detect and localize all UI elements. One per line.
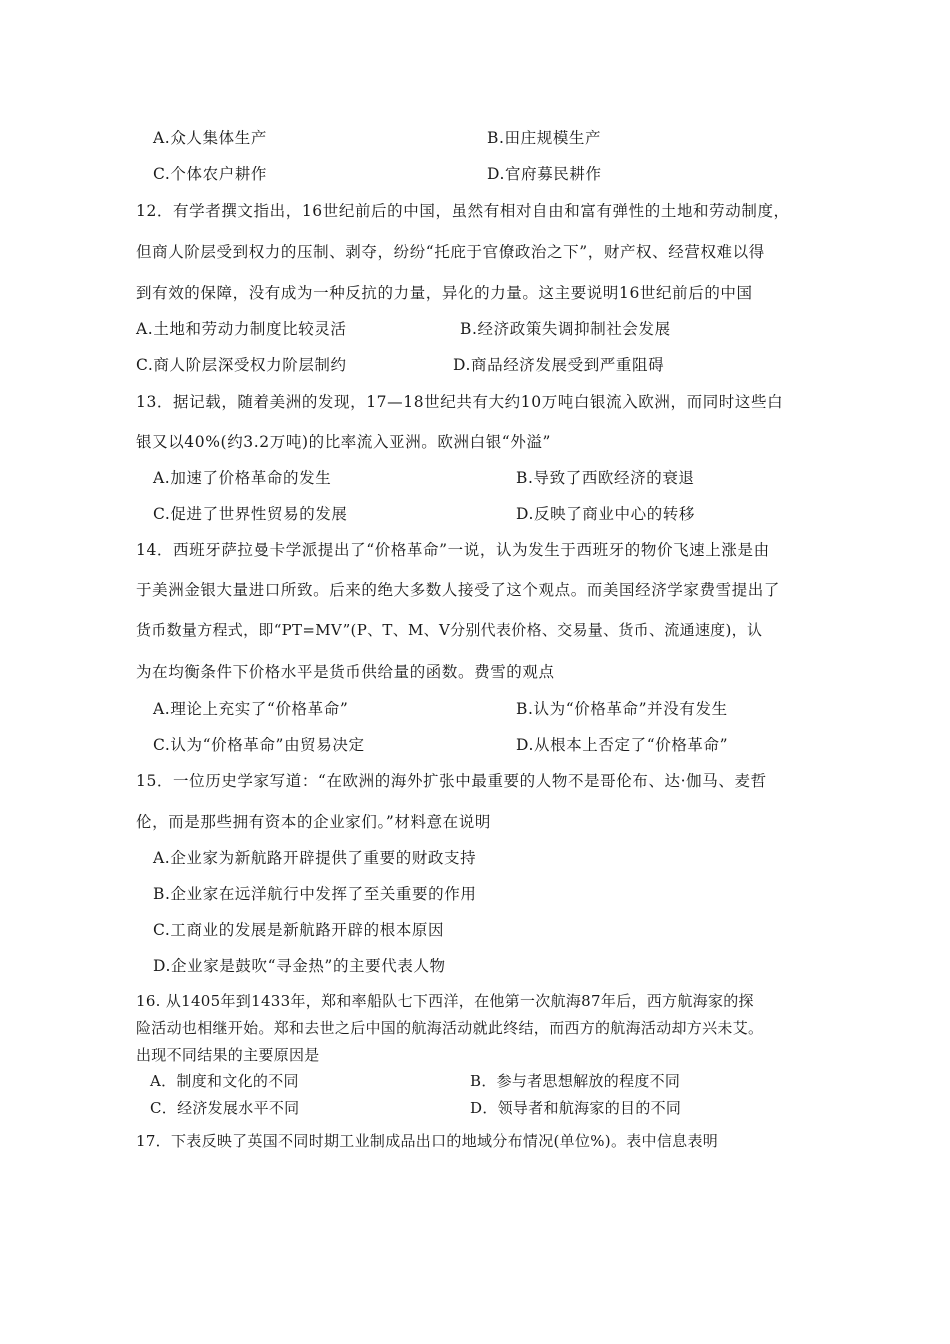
q14-stem-line-4: 为在均衡条件下价格水平是货币供给量的函数。费雪的观点 [136, 663, 555, 681]
q11-option-c: C.个体农户耕作 [153, 165, 268, 183]
q14-option-c: C.认为“价格革命”由贸易决定 [153, 736, 365, 754]
q12-option-c: C.商人阶层深受权力阶层制约 [136, 356, 347, 374]
q11-option-b: B.田庄规模生产 [487, 129, 602, 147]
q15-option-d: D.企业家是鼓吹“寻金热”的主要代表人物 [153, 957, 446, 975]
q16-option-c: C．经济发展水平不同 [150, 1099, 300, 1117]
q15-stem-line-2: 伦，而是那些拥有资本的企业家们。”材料意在说明 [136, 813, 491, 831]
q12-option-a: A.土地和劳动力制度比较灵活 [136, 320, 347, 338]
q13-stem-line-2: 银又以40%(约3.2万吨)的比率流入亚洲。欧洲白银“外溢” [136, 433, 552, 451]
q14-option-a: A.理论上充实了“价格革命” [153, 700, 349, 718]
q17-stem-line-1: 17．下表反映了英国不同时期工业制成品出口的地域分布情况(单位%)。表中信息表明 [136, 1132, 719, 1150]
q13-option-b: B.导致了西欧经济的衰退 [516, 469, 695, 487]
q16-stem-line-3: 出现不同结果的主要原因是 [136, 1046, 320, 1064]
q13-stem-line-1: 13．据记载，随着美洲的发现，17—18世纪共有大约10万吨白银流入欧洲，而同时这些白 [136, 393, 784, 411]
q16-stem-line-1: 16. 从1405年到1433年，郑和率船队七下西洋，在他第一次航海87年后，西方航海家的探 [136, 992, 754, 1010]
q14-stem-line-3: 货币数量方程式，即“PT=MV”(P、T、M、V分别代表价格、交易量、货币、流通速度)，认 [136, 621, 763, 639]
q14-stem-line-1: 14．西班牙萨拉曼卡学派提出了“价格革命”一说，认为发生于西班牙的物价飞速上涨是由 [136, 541, 770, 559]
q15-option-a: A.企业家为新航路开辟提供了重要的财政支持 [153, 849, 477, 867]
q13-option-d: D.反映了商业中心的转移 [516, 505, 696, 523]
q12-stem-line-2: 但商人阶层受到权力的压制、剥夺，纷纷“托庇于官僚政治之下”，财产权、经营权难以得 [136, 243, 765, 261]
q15-stem-line-1: 15．一位历史学家写道：“在欧洲的海外扩张中最重要的人物不是哥伦布、达·伽马、麦哲 [136, 772, 767, 790]
q16-option-a: A．制度和文化的不同 [150, 1072, 299, 1090]
q13-option-a: A.加速了价格革命的发生 [153, 469, 332, 487]
q14-stem-line-2: 于美洲金银大量进口所致。后来的绝大多数人接受了这个观点。而美国经济学家费雪提出了 [136, 581, 781, 599]
q11-option-d: D.官府募民耕作 [487, 165, 602, 183]
q12-option-d: D.商品经济发展受到严重阻碍 [453, 356, 665, 374]
q16-option-d: D．领导者和航海家的目的不同 [470, 1099, 682, 1117]
q11-option-a: A.众人集体生产 [153, 129, 267, 147]
q15-option-c: C.工商业的发展是新航路开辟的根本原因 [153, 921, 445, 939]
q15-option-b: B.企业家在远洋航行中发挥了至关重要的作用 [153, 885, 477, 903]
q13-option-c: C.促进了世界性贸易的发展 [153, 505, 348, 523]
q16-stem-line-2: 险活动也相继开始。郑和去世之后中国的航海活动就此终结，而西方的航海活动却方兴未艾。 [136, 1019, 764, 1037]
q16-option-b: B．参与者思想解放的程度不同 [470, 1072, 681, 1090]
q12-stem-line-1: 12．有学者撰文指出，16世纪前后的中国，虽然有相对自由和富有弹性的土地和劳动制度， [136, 202, 790, 220]
q14-option-d: D.从根本上否定了“价格革命” [516, 736, 729, 754]
q14-option-b: B.认为“价格革命”并没有发生 [516, 700, 728, 718]
q12-stem-line-3: 到有效的保障，没有成为一种反抗的力量，异化的力量。这主要说明16世纪前后的中国 [136, 284, 753, 302]
q12-option-b: B.经济政策失调抑制社会发展 [460, 320, 671, 338]
